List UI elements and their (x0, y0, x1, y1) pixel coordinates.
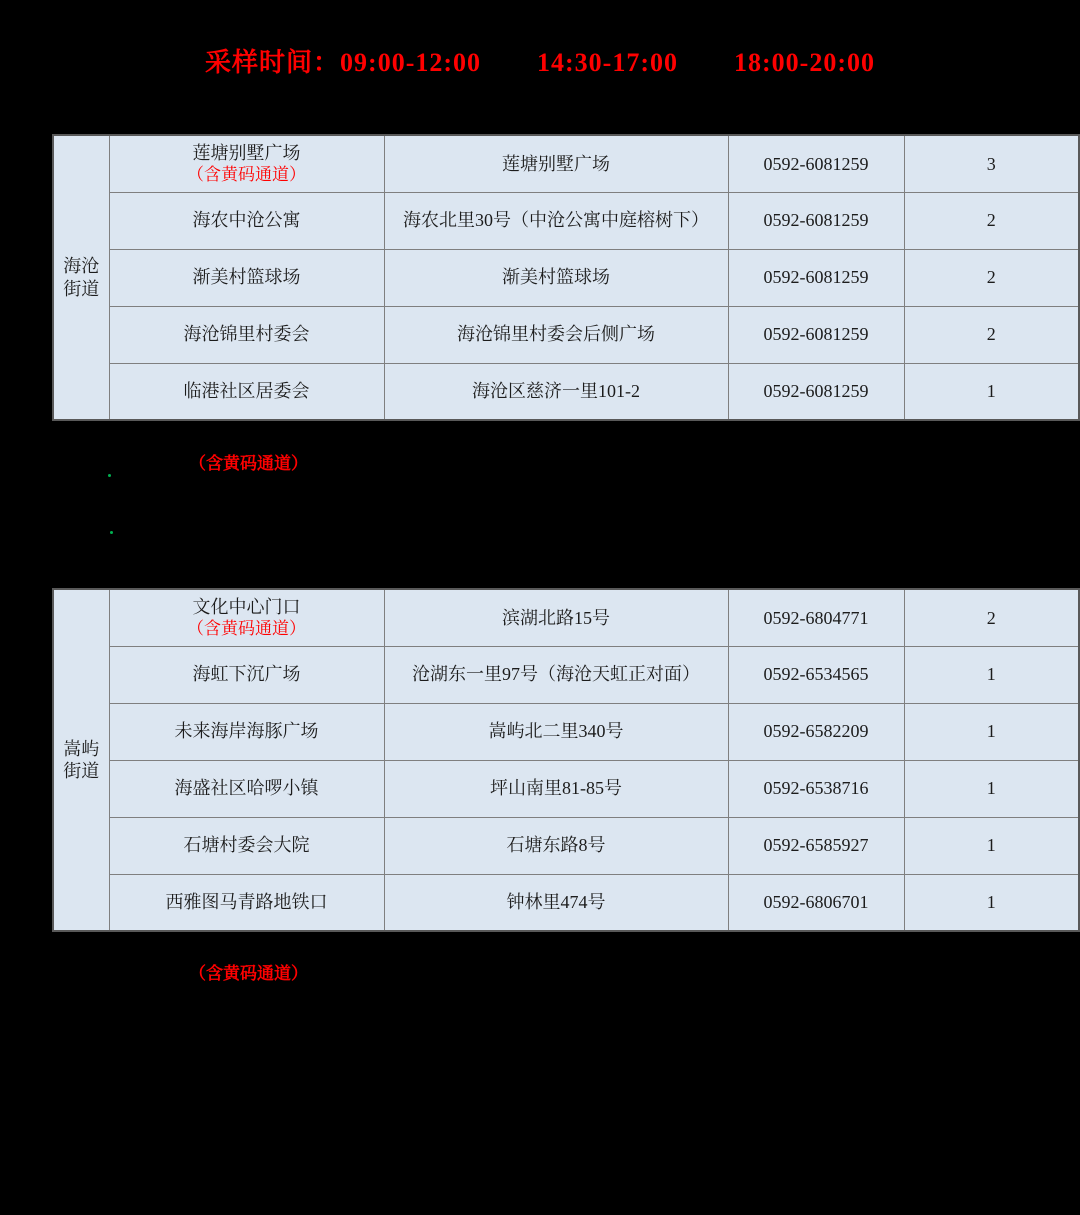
table-row (53, 192, 1079, 249)
sampling-time-label: 采样时间： (205, 48, 341, 77)
address-cell: 钟林里474号 (384, 874, 728, 931)
phone-cell: 0592-6806701 (728, 874, 904, 931)
count-cell: 3 (904, 135, 1079, 192)
count-cell: 1 (904, 760, 1079, 817)
site-name-cell: 未来海岸海豚广场 (109, 703, 384, 760)
district-cell: 海沧街道 (53, 135, 109, 420)
site-name-cell: 海农中沧公寓 (109, 192, 384, 249)
count-cell: 1 (904, 874, 1079, 931)
count-cell: 2 (904, 249, 1079, 306)
yellow-code-note: （含黄码通道） (187, 165, 306, 185)
site-name-cell (109, 589, 384, 646)
count-cell: 1 (904, 703, 1079, 760)
address-cell: 莲塘别墅广场 (384, 135, 728, 192)
count-cell: 2 (904, 306, 1079, 363)
time-slot-1: 09:00-12:00 (340, 48, 482, 77)
site-name-cell: 海盛社区哈啰小镇 (109, 760, 384, 817)
green-dot-bullet-icon (110, 531, 113, 534)
phone-cell: 0592-6585927 (728, 817, 904, 874)
site-name: 莲塘别墅广场 (192, 142, 301, 163)
site-name: 文化中心门口 (192, 596, 301, 617)
site-name-cell: 石塘村委会大院 (109, 817, 384, 874)
time-slot-2: 14:30-17:00 (537, 48, 678, 77)
table-row (53, 703, 1079, 760)
time-slot-3: 18:00-20:00 (734, 48, 875, 77)
count-cell: 1 (904, 817, 1079, 874)
address-cell: 渐美村篮球场 (384, 249, 728, 306)
table-row (53, 249, 1079, 306)
table-row (53, 817, 1079, 874)
table-row (53, 306, 1079, 363)
phone-cell: 0592-6081259 (728, 135, 904, 192)
district-cell: 嵩屿街道 (53, 589, 109, 931)
table-row (53, 135, 1079, 192)
address-cell: 海沧区慈济一里101-2 (384, 363, 728, 420)
site-name-cell: 海沧锦里村委会 (109, 306, 384, 363)
phone-cell: 0592-6081259 (728, 249, 904, 306)
phone-cell: 0592-6081259 (728, 306, 904, 363)
address-cell: 沧湖东一里97号（海沧天虹正对面） (384, 646, 728, 703)
phone-cell: 0592-6534565 (728, 646, 904, 703)
site-name-cell: 海虹下沉广场 (109, 646, 384, 703)
table-row (53, 589, 1079, 646)
address-cell: 坪山南里81-85号 (384, 760, 728, 817)
count-cell: 1 (904, 646, 1079, 703)
yellow-code-note-floating: （含黄码通道） (189, 964, 308, 983)
sampling-time-header (0, 42, 1080, 79)
phone-cell: 0592-6081259 (728, 363, 904, 420)
site-name-cell: 临港社区居委会 (109, 363, 384, 420)
phone-cell: 0592-6538716 (728, 760, 904, 817)
sampling-table-haicang (52, 134, 1080, 421)
yellow-code-note-floating: （含黄码通道） (189, 454, 308, 473)
sampling-table-songyu (52, 588, 1080, 932)
count-cell: 2 (904, 192, 1079, 249)
table-row (53, 874, 1079, 931)
table-row (53, 363, 1079, 420)
address-cell: 石塘东路8号 (384, 817, 728, 874)
yellow-code-note: （含黄码通道） (187, 619, 306, 639)
phone-cell: 0592-6804771 (728, 589, 904, 646)
table-row (53, 760, 1079, 817)
address-cell: 嵩屿北二里340号 (384, 703, 728, 760)
address-cell: 海沧锦里村委会后侧广场 (384, 306, 728, 363)
phone-cell: 0592-6081259 (728, 192, 904, 249)
site-name-cell: 渐美村篮球场 (109, 249, 384, 306)
phone-cell: 0592-6582209 (728, 703, 904, 760)
address-cell: 海农北里30号（中沧公寓中庭榕树下） (384, 192, 728, 249)
site-name-cell (109, 135, 384, 192)
address-cell: 滨湖北路15号 (384, 589, 728, 646)
count-cell: 1 (904, 363, 1079, 420)
site-name-cell: 西雅图马青路地铁口 (109, 874, 384, 931)
table-row (53, 646, 1079, 703)
count-cell: 2 (904, 589, 1079, 646)
green-dot-bullet-icon (108, 474, 111, 477)
